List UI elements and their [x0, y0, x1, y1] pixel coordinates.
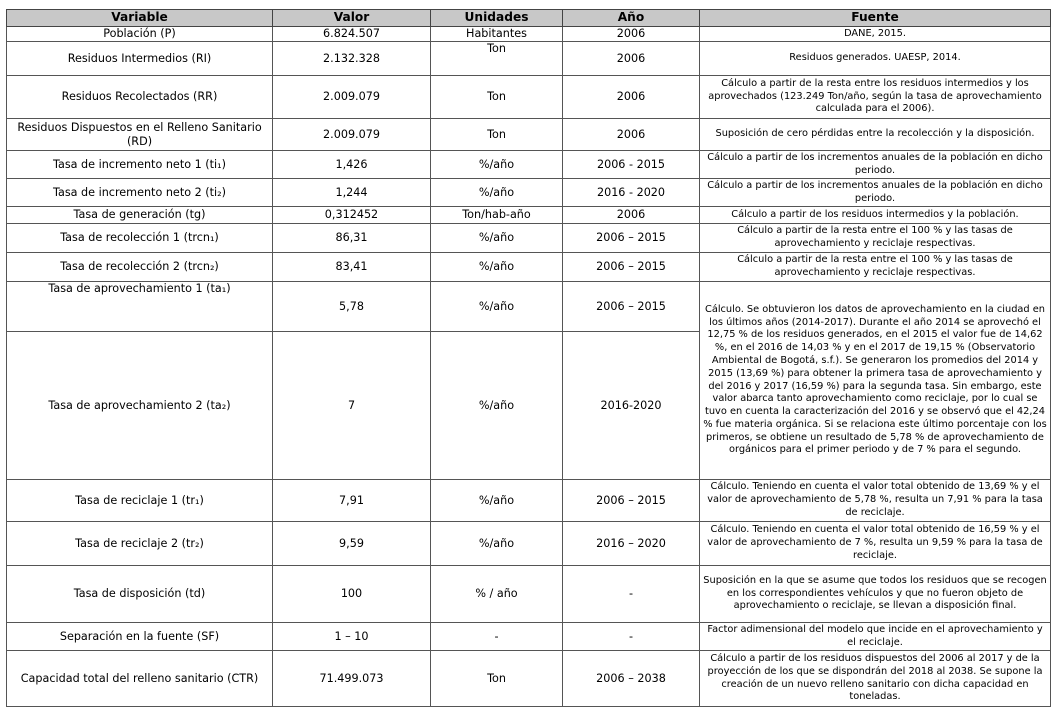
- cell-variable: Residuos Recolectados (RR): [7, 76, 273, 119]
- cell-anio: 2006 – 2015: [563, 480, 700, 522]
- cell-fuente: Cálculo a partir de la resta entre los residuos intermedios y los aprovechados (123.249 Ton/año, según la tasa de aprovechamiento calculada para el 2006).: [700, 76, 1051, 119]
- table-row: [7, 480, 1051, 522]
- cell-valor: 1,426: [273, 151, 431, 179]
- cell-valor: 2.009.079: [273, 76, 431, 119]
- cell-anio: 2006: [563, 27, 700, 42]
- cell-anio: 2006 – 2015: [563, 282, 700, 332]
- cell-unidades: % / año: [431, 566, 563, 623]
- cell-valor: 7,91: [273, 480, 431, 522]
- table-row: [7, 179, 1051, 207]
- table-row: [7, 224, 1051, 253]
- cell-unidades: %/año: [431, 179, 563, 207]
- cell-variable: Tasa de recolección 2 (trcn₂): [7, 253, 273, 282]
- cell-variable: Población (P): [7, 27, 273, 42]
- cell-fuente: DANE, 2015.: [700, 27, 1051, 42]
- header-row: [7, 10, 1051, 27]
- table-row: [7, 282, 1051, 332]
- cell-variable: Separación en la fuente (SF): [7, 623, 273, 651]
- header-unidades: Unidades: [431, 10, 563, 27]
- cell-unidades: Ton: [431, 76, 563, 119]
- cell-valor: 9,59: [273, 522, 431, 566]
- table-row: [7, 119, 1051, 151]
- table-row: [7, 207, 1051, 224]
- cell-unidades: %/año: [431, 253, 563, 282]
- cell-valor: 2.132.328: [273, 42, 431, 76]
- cell-fuente: Cálculo a partir de los residuos intermedios y la población.: [700, 207, 1051, 224]
- cell-fuente: Suposición de cero pérdidas entre la recolección y la disposición.: [700, 119, 1051, 151]
- cell-variable: Tasa de recolección 1 (trcn₁): [7, 224, 273, 253]
- cell-anio: 2006: [563, 42, 700, 76]
- cell-valor: 7: [273, 332, 431, 480]
- cell-anio: 2016 – 2020: [563, 522, 700, 566]
- cell-valor: 86,31: [273, 224, 431, 253]
- cell-unidades: Ton: [431, 42, 563, 76]
- cell-unidades: %/año: [431, 151, 563, 179]
- variables-table: [6, 9, 1051, 707]
- cell-fuente: Cálculo a partir de los incrementos anuales de la población en dicho periodo.: [700, 151, 1051, 179]
- header-variable: Variable: [7, 10, 273, 27]
- cell-valor: 0,312452: [273, 207, 431, 224]
- cell-anio: 2006: [563, 76, 700, 119]
- cell-fuente: Cálculo a partir de los residuos dispuestos del 2006 al 2017 y de la proyección de los que se dispondrán del 2018 al 2038. Se supone la creación de un nuevo relleno sanitario con dicha capacidad en toneladas.: [700, 651, 1051, 707]
- cell-valor: 6.824.507: [273, 27, 431, 42]
- cell-variable: Tasa de aprovechamiento 2 (ta₂): [7, 332, 273, 480]
- cell-unidades: Ton/hab-año: [431, 207, 563, 224]
- cell-unidades: Ton: [431, 119, 563, 151]
- table-row: [7, 566, 1051, 623]
- cell-anio: 2006: [563, 119, 700, 151]
- cell-variable: Residuos Intermedios (RI): [7, 42, 273, 76]
- cell-unidades: %/año: [431, 522, 563, 566]
- cell-anio: 2006 – 2015: [563, 253, 700, 282]
- cell-valor: 83,41: [273, 253, 431, 282]
- table-row: [7, 651, 1051, 707]
- cell-variable: Tasa de reciclaje 1 (tr₁): [7, 480, 273, 522]
- cell-unidades: %/año: [431, 282, 563, 332]
- header-valor: Valor: [273, 10, 431, 27]
- cell-variable: Tasa de reciclaje 2 (tr₂): [7, 522, 273, 566]
- cell-fuente: Cálculo. Se obtuvieron los datos de aprovechamiento en la ciudad en los últimos años (2014-2017). Durante el año 2014 se aprovechó el 12,75 % de los residuos generados, en el 2015 el valor fue de 14,62 %, en el 2016 de 14,03 % y en el 2017 de 19,15 % (Observatorio Ambiental de Bogotá, s.f.). Se generaron los promedios del 2014 y 2015 (13,69 %) para obtener la primera tasa de aprovechamiento y del 2016 y 2017 (16,59 %) para la segunda tasa. Sin embargo, este valor abarca tanto aprovechamiento como reciclaje, por lo cual se tuvo en cuenta la caracterización del 2016 y se observó que el 42,24 % fue materia orgánica. Si se relaciona este último porcentaje con los primeros, se obtiene un resultado de 5,78 % de aprovechamiento de orgánicos para el primer periodo y de 7 % para el segundo.: [700, 282, 1051, 480]
- cell-unidades: %/año: [431, 480, 563, 522]
- cell-unidades: Habitantes: [431, 27, 563, 42]
- table-row: [7, 76, 1051, 119]
- cell-variable: Tasa de disposición (td): [7, 566, 273, 623]
- cell-fuente: Cálculo a partir de los incrementos anuales de la población en dicho periodo.: [700, 179, 1051, 207]
- cell-anio: 2006 - 2015: [563, 151, 700, 179]
- cell-fuente: Cálculo a partir de la resta entre el 100 % y las tasas de aprovechamiento y reciclaje respectivas.: [700, 253, 1051, 282]
- cell-valor: 5,78: [273, 282, 431, 332]
- table-row: [7, 522, 1051, 566]
- cell-fuente: Cálculo. Teniendo en cuenta el valor total obtenido de 16,59 % y el valor de aprovechamiento de 7 %, resulta un 9,59 % para la tasa de reciclaje.: [700, 522, 1051, 566]
- cell-fuente: Residuos generados. UAESP, 2014.: [700, 42, 1051, 76]
- header-fuente: Fuente: [700, 10, 1051, 27]
- cell-valor: 100: [273, 566, 431, 623]
- cell-valor: 71.499.073: [273, 651, 431, 707]
- cell-unidades: -: [431, 623, 563, 651]
- cell-unidades: %/año: [431, 224, 563, 253]
- cell-anio: -: [563, 623, 700, 651]
- cell-unidades: %/año: [431, 332, 563, 480]
- cell-anio: 2016 - 2020: [563, 179, 700, 207]
- cell-anio: 2006: [563, 207, 700, 224]
- cell-fuente: Cálculo a partir de la resta entre el 100 % y las tasas de aprovechamiento y reciclaje respectivas.: [700, 224, 1051, 253]
- cell-valor: 1,244: [273, 179, 431, 207]
- cell-variable: Tasa de incremento neto 2 (ti₂): [7, 179, 273, 207]
- cell-fuente: Suposición en la que se asume que todos los residuos que se recogen en los correspondientes vehículos y que no fueron objeto de aprovechamiento o reciclaje, se llevan a disposición final.: [700, 566, 1051, 623]
- cell-variable: Residuos Dispuestos en el Relleno Sanitario (RD): [7, 119, 273, 151]
- cell-valor: 1 – 10: [273, 623, 431, 651]
- cell-anio: 2016-2020: [563, 332, 700, 480]
- cell-fuente: Factor adimensional del modelo que incide en el aprovechamiento y el reciclaje.: [700, 623, 1051, 651]
- table-row: [7, 253, 1051, 282]
- cell-valor: 2.009.079: [273, 119, 431, 151]
- cell-fuente: Cálculo. Teniendo en cuenta el valor total obtenido de 13,69 % y el valor de aprovechamiento de 5,78 %, resulta un 7,91 % para la tasa de reciclaje.: [700, 480, 1051, 522]
- cell-anio: 2006 – 2015: [563, 224, 700, 253]
- cell-variable: Tasa de incremento neto 1 (ti₁): [7, 151, 273, 179]
- cell-variable: Tasa de aprovechamiento 1 (ta₁): [7, 282, 273, 332]
- cell-anio: 2006 – 2038: [563, 651, 700, 707]
- table-row: [7, 42, 1051, 76]
- header-anio: Año: [563, 10, 700, 27]
- cell-variable: Tasa de generación (tg): [7, 207, 273, 224]
- cell-anio: -: [563, 566, 700, 623]
- table-row: [7, 623, 1051, 651]
- cell-unidades: Ton: [431, 651, 563, 707]
- cell-variable: Capacidad total del relleno sanitario (CTR): [7, 651, 273, 707]
- table-row: [7, 151, 1051, 179]
- table-row: [7, 27, 1051, 42]
